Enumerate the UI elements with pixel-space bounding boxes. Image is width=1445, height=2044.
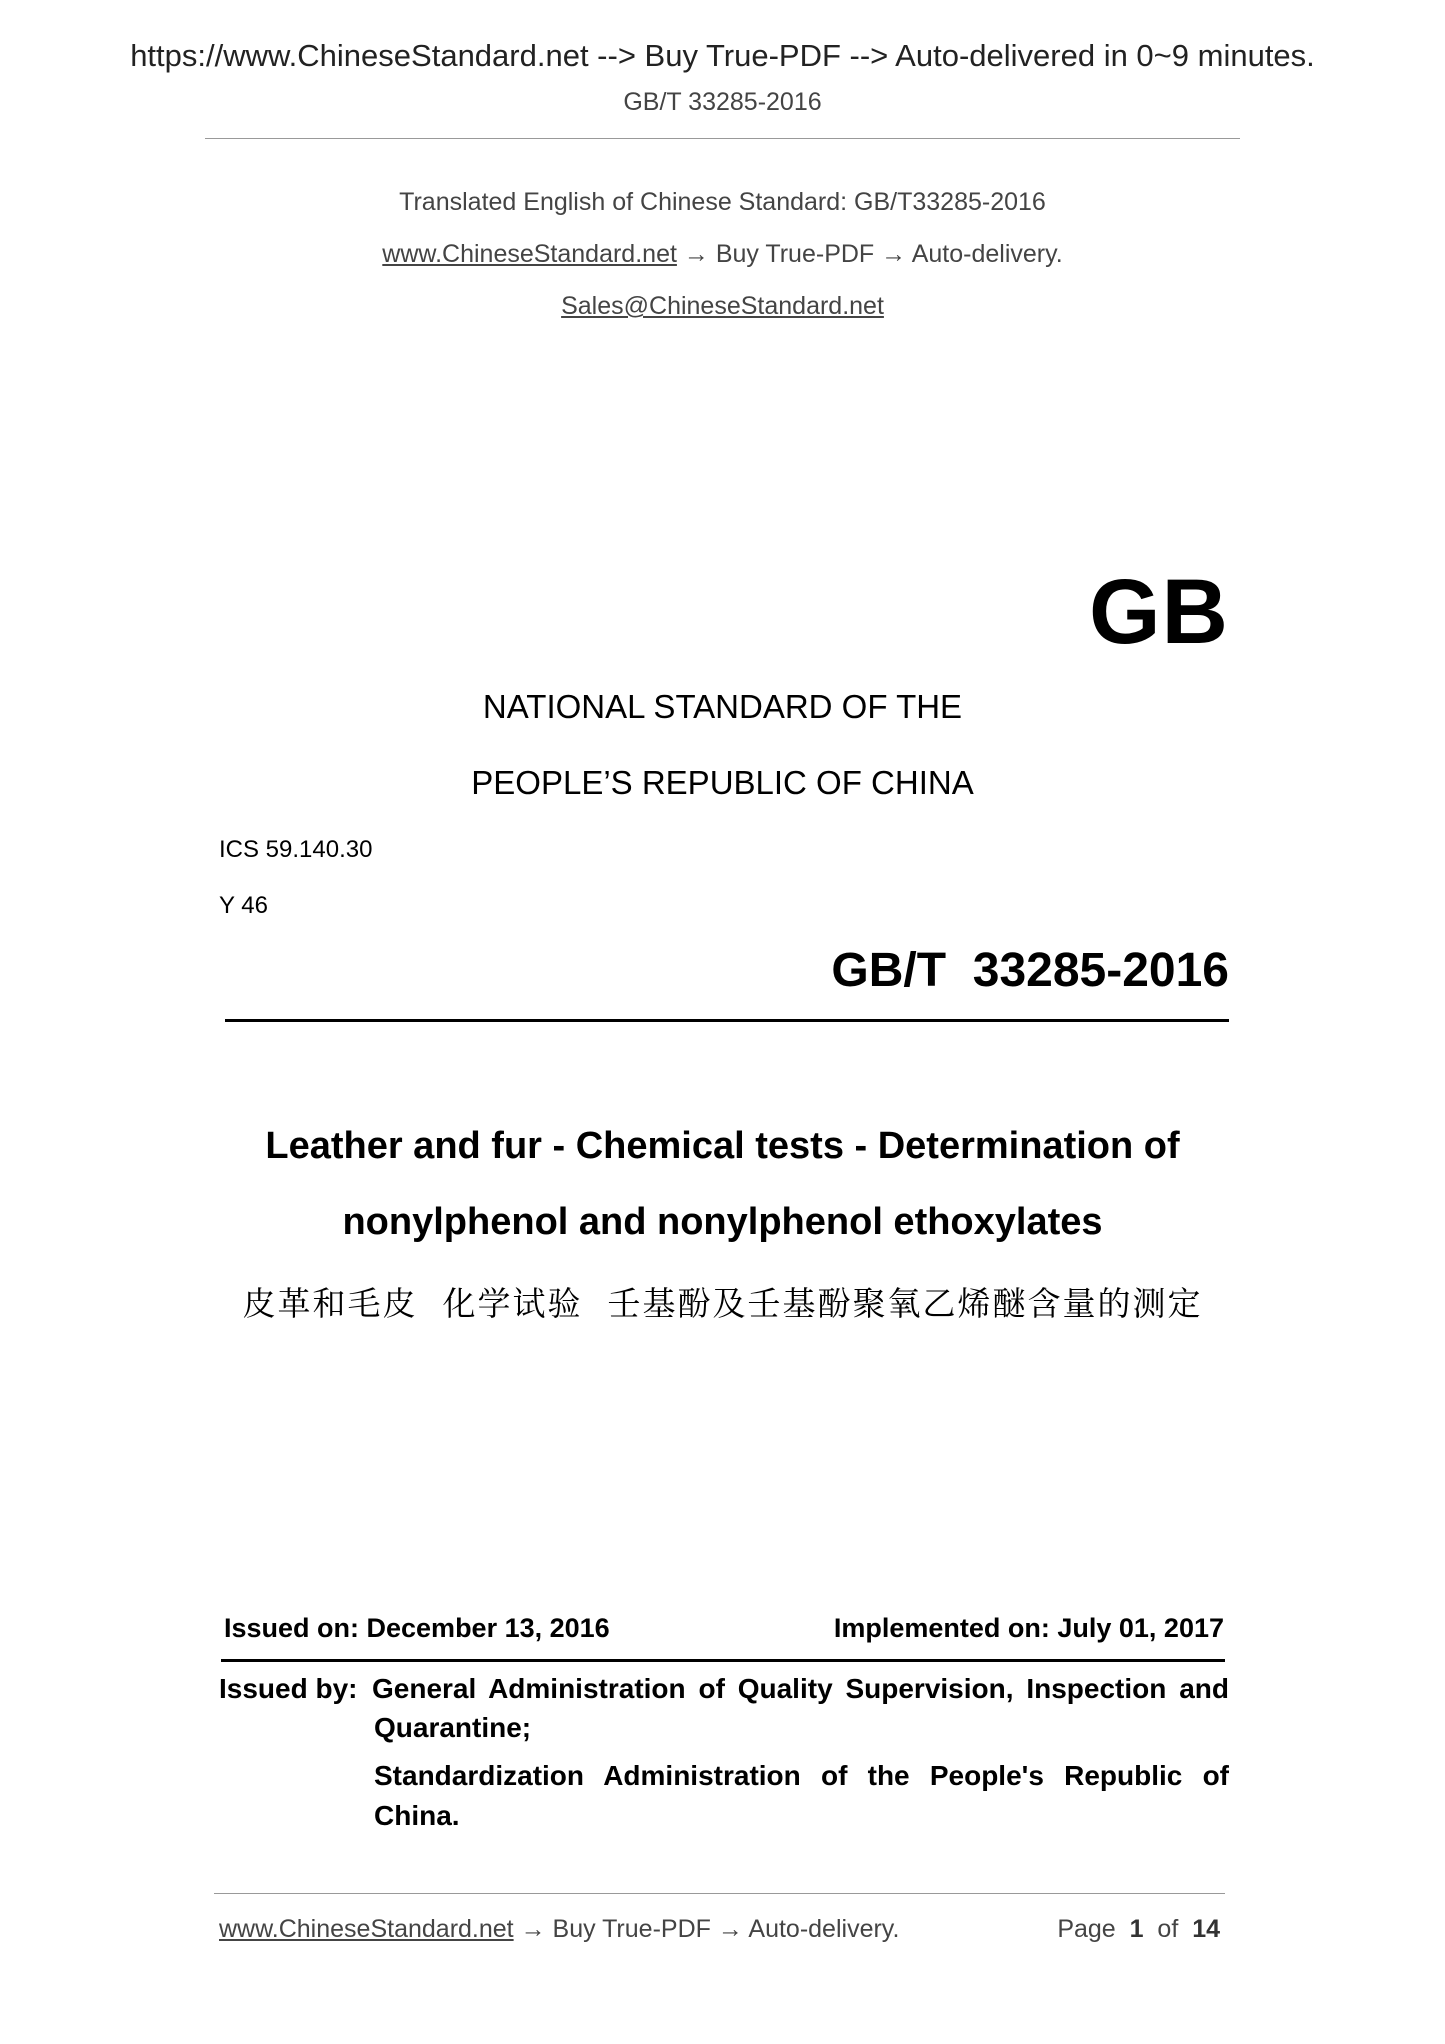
footer-divider bbox=[214, 1893, 1225, 1894]
title-chinese: 皮革和毛皮 化学试验 壬基酚及壬基酚聚氧乙烯醚含量的测定 bbox=[242, 1284, 1203, 1323]
ccs-code: Y 46 bbox=[219, 892, 268, 919]
national-standard-line2: PEOPLE’S REPUBLIC OF CHINA bbox=[471, 764, 974, 801]
of-label: of bbox=[1157, 1915, 1179, 1943]
dates-rule bbox=[221, 1659, 1225, 1662]
gb-mark: GB bbox=[1089, 561, 1229, 663]
footer-buy-text: → Buy True-PDF → Auto-delivery. bbox=[513, 1915, 900, 1943]
implemented-on-date: Implemented on: July 01, 2017 bbox=[833, 1613, 1224, 1643]
national-standard-line1: NATIONAL STANDARD OF THE bbox=[482, 688, 963, 725]
footer-delivery-line bbox=[219, 1915, 899, 1944]
issued-by-label: Issued by: bbox=[219, 1673, 358, 1704]
top-banner: https://www.ChineseStandard.net --> Buy True-PDF --> Auto-delivered in 0~9 minutes. bbox=[130, 38, 1315, 73]
issued-by-agency2-line1: Standardization Administration of the People's Republic of bbox=[374, 1760, 1229, 1791]
translated-notice: Translated English of Chinese Standard: GB/T33285-2016 bbox=[399, 188, 1046, 216]
page-number: 1 bbox=[1129, 1915, 1144, 1943]
issued-by-agency1-line1: General Administration of Quality Supervision, Inspection and bbox=[372, 1673, 1229, 1704]
title-line1: Leather and fur - Chemical tests - Determination of bbox=[265, 1125, 1180, 1167]
title-line2: nonylphenol and nonylphenol ethoxylates bbox=[342, 1201, 1103, 1243]
standard-number-rule bbox=[225, 1019, 1229, 1022]
issued-by-agency1-line2: Quarantine; bbox=[374, 1712, 532, 1743]
sales-email-link[interactable]: Sales@ChineseStandard.net bbox=[561, 292, 884, 320]
delivery-line bbox=[0, 240, 1445, 269]
page-indicator bbox=[1057, 1915, 1220, 1944]
site-link[interactable]: www.ChineseStandard.net bbox=[382, 240, 677, 268]
page-label: Page bbox=[1057, 1915, 1116, 1943]
issued-by-agency2-line2: China. bbox=[374, 1800, 460, 1831]
sales-line bbox=[0, 292, 1445, 321]
buy-text: → Buy True-PDF → Auto-delivery. bbox=[676, 240, 1063, 268]
standard-number: GB/T 33285-2016 bbox=[831, 944, 1229, 997]
footer-site-link[interactable]: www.ChineseStandard.net bbox=[219, 1915, 514, 1943]
running-header-code: GB/T 33285-2016 bbox=[623, 88, 822, 116]
issued-on-date: Issued on: December 13, 2016 bbox=[224, 1613, 610, 1643]
ics-code: ICS 59.140.30 bbox=[219, 836, 373, 863]
page-total: 14 bbox=[1192, 1915, 1220, 1943]
header-divider bbox=[205, 138, 1240, 139]
